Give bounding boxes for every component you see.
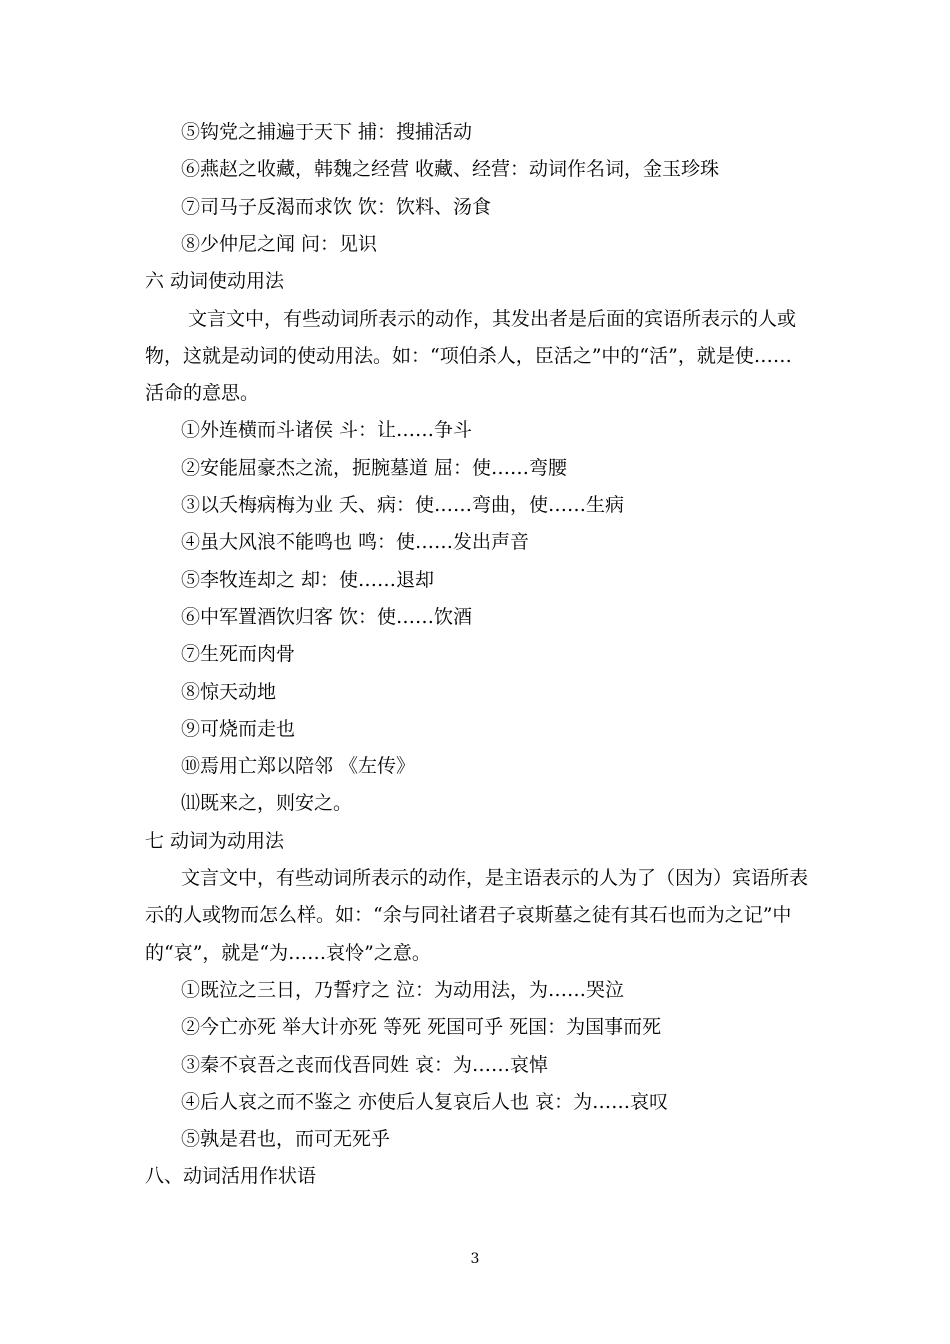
text-line: ③秦不哀吾之丧而伐吾同姓 哀：为……哀悼	[181, 1054, 549, 1076]
text-line: ③以夭梅病梅为业 夭、病：使……弯曲，使……生病	[181, 494, 625, 516]
text-line: ①外连横而斗诸侯 斗：让……争斗	[181, 419, 473, 441]
text-line: ④后人哀之而不鉴之 亦使后人复哀后人也 哀：为……哀叹	[181, 1091, 669, 1113]
text-line: ⑤钩党之捕遍于天下 捕：搜捕活动	[181, 121, 473, 143]
section-heading: 六 动词使动用法	[145, 270, 285, 292]
text-line: ⑩焉用亡郑以陪邻 《左传》	[181, 755, 416, 777]
text-line: ⑤李牧连却之 却：使……退却	[181, 569, 435, 591]
text-line: 文言文中，有些动词所表示的动作，是主语表示的人为了（因为）宾语所表	[181, 867, 809, 889]
section-heading: 七 动词为动用法	[145, 830, 285, 852]
text-line: ②今亡亦死 举大计亦死 等死 死国可乎 死国：为国事而死	[181, 1016, 662, 1038]
text-line: ⑧少仲尼之闻 问：见识	[181, 233, 378, 255]
page-number: 3	[470, 1251, 480, 1267]
text-line: ⑾既来之，则安之。	[181, 792, 353, 814]
text-line: ⑥燕赵之收藏，韩魏之经营 收藏、经营：动词作名词，金玉珍珠	[181, 158, 720, 180]
text-line: 示的人或物而怎么样。如：“余与同社诸君子哀斯墓之徒有其石也而为之记”中	[145, 904, 792, 926]
text-line: ⑥中军置酒饮归客 饮：使……饮酒	[181, 606, 473, 628]
text-line: ⑧惊天动地	[181, 681, 277, 703]
text-line: 文言文中，有些动词所表示的动作，其发出者是后面的宾语所表示的人或	[188, 308, 797, 330]
text-line: ⑦生死而肉骨	[181, 643, 296, 665]
section-heading: 八、动词活用作状语	[145, 1165, 317, 1187]
text-line: 活命的意思。	[145, 382, 260, 404]
text-line: 物，这就是动词的使动用法。如：“项伯杀人，臣活之”中的“活”，就是使……	[145, 345, 792, 367]
text-line: 的“哀”，就是“为……哀怜”之意。	[145, 942, 431, 964]
text-line: ①既泣之三日，乃誓疗之 泣：为动用法，为……哭泣	[181, 979, 625, 1001]
text-line: ⑤孰是君也，而可无死乎	[181, 1128, 391, 1150]
text-line: ④虽大风浪不能鸣也 鸣：使……发出声音	[181, 531, 530, 553]
text-line: ②安能屈豪杰之流，扼腕墓道 屈：使……弯腰	[181, 457, 568, 479]
text-line: ⑨可烧而走也	[181, 718, 296, 740]
text-line: ⑦司马子反渴而求饮 饮：饮料、汤食	[181, 196, 492, 218]
